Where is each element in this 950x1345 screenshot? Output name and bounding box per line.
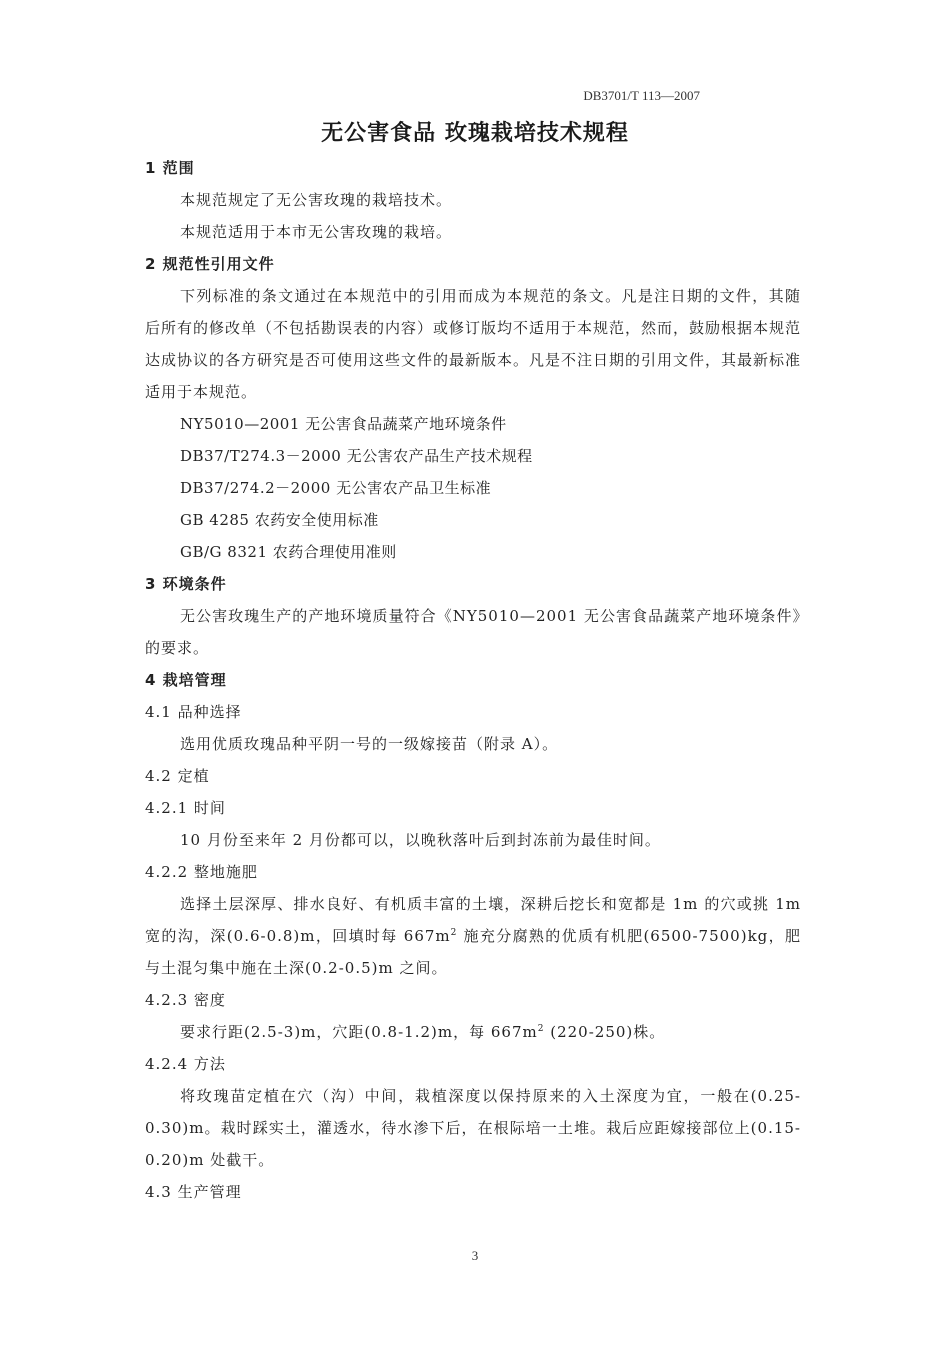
section-heading-cultivation: 4 栽培管理 — [145, 671, 227, 689]
paragraph — [145, 888, 801, 984]
section-heading-references: 2 规范性引用文件 — [145, 255, 275, 273]
paragraph: 本规范规定了无公害玫瑰的栽培技术。 — [180, 191, 453, 209]
paragraph: 10 月份至来年 2 月份都可以，以晚秋落叶后到封冻前为最佳时间。 — [180, 831, 661, 849]
subsection-heading: 4.2.2 整地施肥 — [145, 863, 258, 881]
reference-item: GB/G 8321 农药合理使用准则 — [180, 543, 397, 561]
paragraph: 本规范适用于本市无公害玫瑰的栽培。 — [180, 223, 453, 241]
superscript: 2 — [450, 928, 458, 938]
text-run: 要求行距(2.5-3)m，穴距(0.8-1.2)m，每 667m — [180, 1023, 538, 1041]
subsection-heading: 4.1 品种选择 — [145, 703, 242, 721]
document-title: 无公害食品 玫瑰栽培技术规程 — [321, 121, 629, 146]
superscript: 2 — [537, 1024, 545, 1034]
paragraph: 将玫瑰苗定植在穴（沟）中间，栽植深度以保持原来的入土深度为宜，一般在(0.25-0.30)m。栽时踩实土，灌透水，待水渗下后，在根际培一土堆。栽后应距嫁接部位上(0.15-0.20)m 处截干。 — [145, 1087, 801, 1169]
paragraph: 选用优质玫瑰品种平阴一号的一级嫁接苗（附录 A）。 — [180, 735, 559, 753]
document-body — [145, 152, 801, 1208]
reference-item: GB 4285 农药安全使用标准 — [180, 511, 379, 529]
reference-item: DB37/274.2－2000 无公害农产品卫生标准 — [180, 479, 492, 497]
page-number: 3 — [471, 1248, 479, 1263]
standard-code: DB3701/T 113—2007 — [583, 88, 700, 103]
section-heading-scope: 1 范围 — [145, 159, 195, 177]
section-heading-environment: 3 环境条件 — [145, 575, 227, 593]
subsection-heading: 4.2.1 时间 — [145, 799, 226, 817]
subsection-heading: 4.2.3 密度 — [145, 991, 226, 1009]
subsection-heading: 4.3 生产管理 — [145, 1183, 242, 1201]
paragraph: 无公害玫瑰生产的产地环境质量符合《NY5010—2001 无公害食品蔬菜产地环境条件》的要求。 — [145, 607, 801, 657]
text-run: 选择土层深厚、排水良好、有机质丰富的土壤，深耕后挖长和宽都是 1m 的穴或挑 1m 宽的沟，深(0.6-0.8)m，回填时每 667m — [145, 895, 801, 945]
reference-item: DB37/T274.3－2000 无公害农产品生产技术规程 — [180, 447, 533, 465]
paragraph: 下列标准的条文通过在本规范中的引用而成为本规范的条文。凡是注日期的文件，其随后所有的修改单（不包括勘误表的内容）或修订版均不适用于本规范，然而，鼓励根据本规范达成协议的各方研究是否可使用这些文件的最新版本。凡是不注日期的引用文件，其最新标准适用于本规范。 — [145, 287, 802, 401]
subsection-heading: 4.2 定植 — [145, 767, 210, 785]
text-run: 施充分腐熟的优质有机肥(6500-7500)kg，肥与土混匀集中施在土深(0.2-0.5)m 之间。 — [145, 927, 801, 977]
text-run: (220-250)株。 — [544, 1023, 666, 1041]
subsection-heading: 4.2.4 方法 — [145, 1055, 226, 1073]
reference-item: NY5010—2001 无公害食品蔬菜产地环境条件 — [180, 415, 507, 433]
paragraph — [145, 1016, 801, 1048]
